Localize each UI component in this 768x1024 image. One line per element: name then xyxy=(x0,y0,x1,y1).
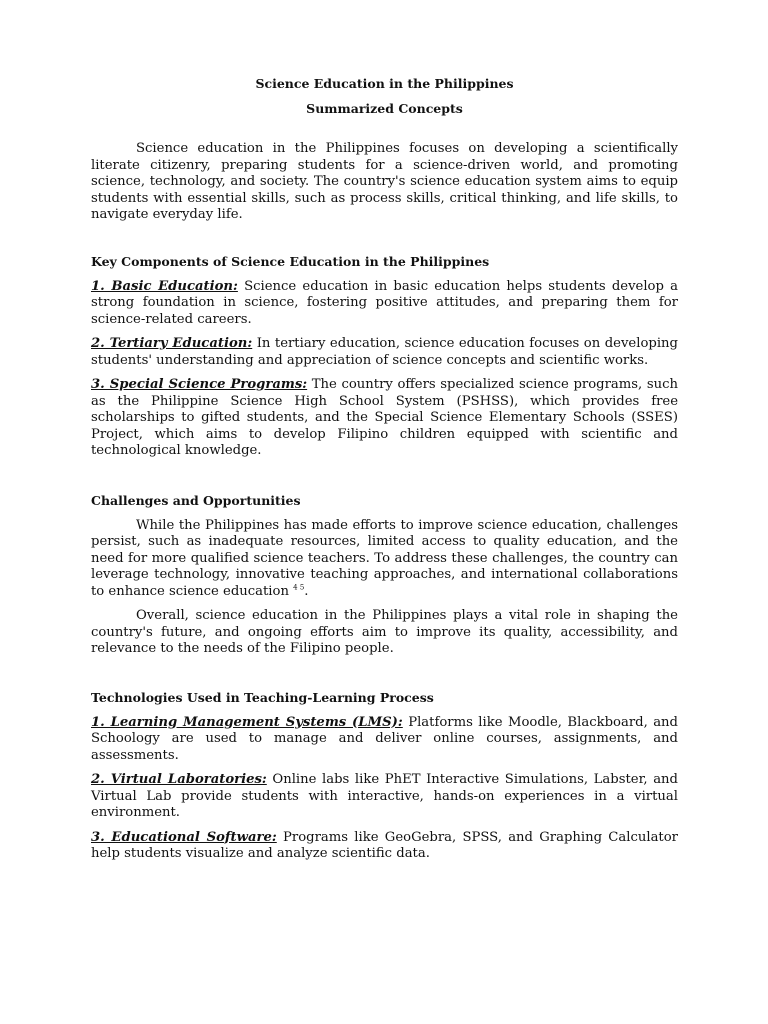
document-subtitle: Summarized Concepts xyxy=(306,101,463,116)
key-component-item xyxy=(91,336,678,369)
technology-item xyxy=(91,830,678,863)
technology-item xyxy=(91,715,678,765)
challenges-paragraph-end: . xyxy=(304,583,309,599)
document-title: Science Education in the Philippines xyxy=(255,76,514,91)
technology-lead: 3. Educational Software: xyxy=(91,829,277,845)
key-component-lead: 2. Tertiary Education: xyxy=(91,336,253,351)
intro-paragraph: Science education in the Philippines focuses on developing a scientifically literate citizenry, preparing students for a science-driven world, and promoting science, technology, and society. The country's science education system aims to equip students with essential skills, such as process skills, critical thinking, and life skills, to navigate everyday life. xyxy=(91,141,678,222)
overall-paragraph: Overall, science education in the Philippines plays a vital role in shaping the country's future, and ongoing efforts aim to improve its quality, accessibility, and relevance to the needs of the Filipino people. xyxy=(91,608,678,656)
technology-text: Platforms like Moodle, Blackboard, and Schoology are used to manage and deliver online courses, assignments, and assessments. xyxy=(91,714,678,763)
key-component-text: In tertiary education, science education focuses on developing students' understanding and appreciation of science concepts and scientific works. xyxy=(91,336,678,368)
key-component-lead: 1. Basic Education: xyxy=(91,278,238,294)
key-component-item xyxy=(91,377,678,460)
challenges-paragraph-text: While the Philippines has made efforts to improve science education, challenges persist, such as inadequate resources, limited access to quality education, and the need for more qualified science teachers. To address these challenges, the country can leverage technology, innovative teaching approaches, and international collaborations to enhance science education xyxy=(91,517,678,599)
challenges-paragraph xyxy=(91,518,678,601)
technology-text: Programs like GeoGebra, SPSS, and Graphing Calculator help students visualize and analyze scientific data. xyxy=(91,829,678,861)
technology-item xyxy=(91,772,678,822)
key-component-item xyxy=(91,279,678,329)
key-components-heading: Key Components of Science Education in the Philippines xyxy=(91,253,490,269)
technology-lead: 2. Virtual Laboratories: xyxy=(91,772,267,787)
technology-lead: 1. Learning Management Systems (LMS): xyxy=(91,714,403,730)
challenges-heading: Challenges and Opportunities xyxy=(91,492,301,508)
technology-text: Online labs like PhET Interactive Simulations, Labster, and Virtual Lab provide students with interactive, hands-on experiences in a virtual environment. xyxy=(91,772,678,820)
technologies-heading: Technologies Used in Teaching-Learning Process xyxy=(91,689,434,705)
key-component-lead: 3. Special Science Programs: xyxy=(91,377,308,392)
reference-superscript: 4 5 xyxy=(293,583,305,592)
key-component-text: Science education in basic education helps students develop a strong foundation in science, fostering positive attitudes, and preparing them for science-related careers. xyxy=(91,278,678,327)
key-component-text: The country offers specialized science programs, such as the Philippine Science High School System (PSHSS), which provides free scholarships to gifted students, and the Special Science Elementary Schools (SSES) Project, which aims to develop Filipino children equipped with scientific and technological knowledge. xyxy=(91,377,678,458)
